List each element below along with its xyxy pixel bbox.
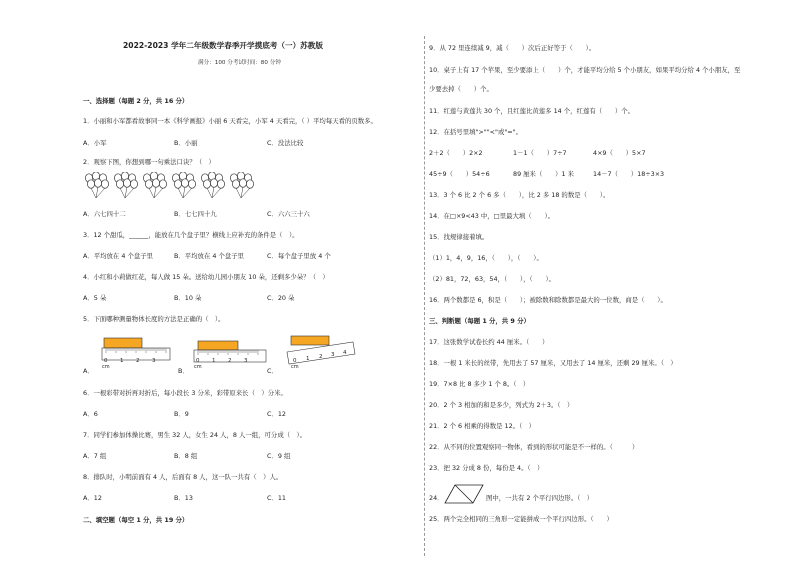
ruler-b-unit: cm — [194, 364, 202, 370]
question-13: 13．3 个 6 比 2 个 6 多（ ），比 2 多 18 的数是（ ）。 — [429, 191, 610, 199]
question-11: 11．红莲与黄莲共 30 个，且红莲比黄莲多 14 个，红莲有（ ）个。 — [429, 107, 635, 115]
q5-option-b: B． — [178, 367, 189, 375]
ruler-figure-b — [192, 336, 268, 372]
q6-option-c: C．12 — [267, 410, 286, 418]
q3-option-c: C．每个盘子里放 4 个 — [267, 252, 331, 260]
q2-option-a: A．六七四十二 — [83, 210, 126, 218]
ruler-a-digit-0: 0 — [104, 358, 108, 364]
question-10-line2: 少要去掉（ ）个。 — [429, 85, 493, 93]
parallelogram-figure — [443, 483, 485, 505]
question-21: 21．2 个 6 相乘的得数是 12。（ ） — [429, 422, 536, 430]
question-23: 23．把 32 分成 8 份，每份是 4。（ ） — [429, 464, 544, 472]
q1-option-c: C．没法比较 — [267, 139, 304, 147]
question-17: 17．这张数学试卷长约 44 厘米。（ ） — [429, 338, 549, 346]
ruler-a-unit: cm — [102, 364, 110, 370]
question-10-line1: 10．桌子上有 17 个苹果，至少要添上（ ）个，才能平均分给 5 个小朋友，如果平均分给 4 个小朋友，至 — [429, 66, 741, 74]
ruler-a-digit-1: 1 — [120, 358, 124, 364]
q1-option-a: A．小军 — [83, 139, 107, 147]
ruler-b-digit-3: 3 — [244, 358, 248, 364]
q7-option-b: B．8 组 — [174, 452, 198, 460]
question-12: 12．在括号里填">""<"或"="。 — [429, 128, 522, 136]
ruler-c-digit-1: 1 — [306, 356, 310, 362]
question-3: 3．12 个甜瓜，______，能放在几个盘子里？横线上应补充的条件是（ ）。 — [83, 231, 299, 239]
q5-option-a: A． — [83, 367, 94, 375]
balloon-group — [83, 172, 109, 200]
ruler-b-digit-1: 1 — [212, 358, 216, 364]
question-6: 6．一根彩带对折再对折后，每小段长 3 分米，彩带原来长（ ）分米。 — [83, 389, 287, 397]
question-7: 7．同学们参加体操比赛，男生 32 人，女生 24 人，8 人一组，可分成（ ）。 — [83, 431, 307, 439]
ruler-a-digit-2: 2 — [136, 358, 140, 364]
question-8: 8．排队时，小明前面有 4 人，后面有 8 人，这一队一共有（ ）人。 — [83, 473, 283, 481]
question-15-part-1: （1）1，4，9，16，（ ），（ ）。 — [429, 254, 543, 262]
question-14: 14．在□×9<43 中，□里最大填（ ）。 — [429, 212, 555, 220]
q4-option-b: B．10 朵 — [174, 294, 202, 302]
question-16: 16．两个数都是 6，积是（ ）；被除数和除数都是最大的一位数，商是（ ）。 — [429, 296, 667, 304]
question-5: 5．下面哪种测量物体长度的方法是正确的（ ）。 — [83, 315, 225, 323]
q5-option-c: C． — [267, 367, 278, 375]
balloon-group — [112, 172, 138, 200]
question-19: 19．7×8 比 8 多少 1 个 8。（ ） — [429, 380, 530, 388]
ruler-c-digit-2: 2 — [319, 354, 323, 360]
question-15-part-2: （2）81，72，63，54，（ ），（ ）。 — [429, 275, 556, 283]
q6-option-a: A．6 — [83, 410, 98, 418]
q8-option-a: A．12 — [83, 494, 102, 502]
q12-item-3: 4×9（ ）5×7 — [593, 149, 646, 157]
ruler-c-unit: cm — [291, 364, 299, 370]
q6-option-b: B．9 — [174, 410, 189, 418]
balloon-group — [141, 172, 167, 200]
question-20: 20．2 个 3 相加的和是多少，列式为 2＋3。（ ） — [429, 401, 574, 409]
question-24: 图中，一共有 2 个平行四边形。（ ） — [486, 494, 594, 502]
question-25: 25．两个完全相同的三角形一定能拼成一个平行四边形。（ ） — [429, 515, 613, 523]
question-24-number: 24． — [429, 494, 444, 502]
ruler-figure-c — [285, 332, 357, 372]
question-9: 9．从 72 里连续减 9，减（ ）次后正好等于（ ）。 — [429, 44, 596, 52]
balloon-group — [228, 172, 254, 200]
q4-option-c: C．20 朵 — [267, 294, 295, 302]
q7-option-c: C．9 组 — [267, 452, 291, 460]
q1-option-b: B．小丽 — [174, 139, 198, 147]
ruler-c-digit-0: 0 — [293, 358, 297, 364]
question-22: 22．从不同的位置观察同一物体，看到的形状可能是不一样的。（ ） — [429, 443, 639, 451]
q2-option-c: C．六六三十六 — [267, 210, 310, 218]
q2-option-b: B．七七四十九 — [174, 210, 217, 218]
q3-option-b: B．平均放在 4 个盘子里 — [174, 252, 245, 260]
q12-item-5: 89 厘米（ ）1 米 — [513, 170, 574, 178]
q7-option-a: A．7 组 — [83, 452, 107, 460]
question-2: 2．观察下图，你想到哪一句乘法口诀？（ ） — [83, 158, 215, 166]
q8-option-b: B．13 — [174, 494, 193, 502]
question-15: 15．找规律接着填。 — [429, 233, 489, 241]
balloon-group — [199, 172, 225, 200]
q8-option-c: C．11 — [267, 494, 286, 502]
section-choice-heading: 一、选择题（每题 2 分，共 16 分） — [83, 97, 189, 105]
q12-item-4: 45÷9（ ）54÷6 — [429, 170, 490, 178]
q12-item-1: 2＋2（ ）2×2 — [429, 149, 483, 157]
balloon-group — [170, 172, 196, 200]
ruler-a-digit-3: 3 — [152, 358, 156, 364]
question-18: 18．一根 1 米长的丝带，先用去了 57 厘米，又用去了 14 厘米，还剩 29 厘米。（ ） — [429, 359, 677, 367]
section-judge-heading: 三、判断题（每题 1 分，共 9 分） — [429, 317, 530, 325]
question-4: 4．小红和小莉做红花，每人做 15 朵。送给幼儿园小朋友 10 朵，还剩多少朵？（ ） — [83, 273, 329, 281]
ruler-b-digit-2: 2 — [228, 358, 232, 364]
q12-item-6: 14－7（ ）18÷3×3 — [593, 170, 665, 178]
column-divider — [424, 36, 425, 556]
question-1: 1．小丽和小军都看故事同一本《科学画报》小丽 6 天看完，小军 4 天看完，（ ）平均每天看的页数多。 — [83, 117, 377, 125]
ruler-c-digit-4: 4 — [343, 350, 347, 356]
ruler-b-digit-0: 0 — [196, 358, 200, 364]
ruler-figure-a — [100, 336, 172, 372]
q4-option-a: A．5 朵 — [83, 294, 107, 302]
balloon-groups-figure — [83, 172, 283, 200]
ruler-c-digit-3: 3 — [331, 352, 335, 358]
exam-info: 满分：100 分考试时间：80 分钟 — [198, 60, 281, 66]
page-title: 2022-2023 学年二年级数学春季开学摸底考（一）苏教版 — [123, 41, 323, 50]
q3-option-a: A．平均放在 4 个盘子里 — [83, 252, 154, 260]
section-fill-heading: 二、填空题（每空 1 分，共 19 分） — [83, 516, 189, 524]
q12-item-2: 1－1（ ）7÷7 — [513, 149, 567, 157]
